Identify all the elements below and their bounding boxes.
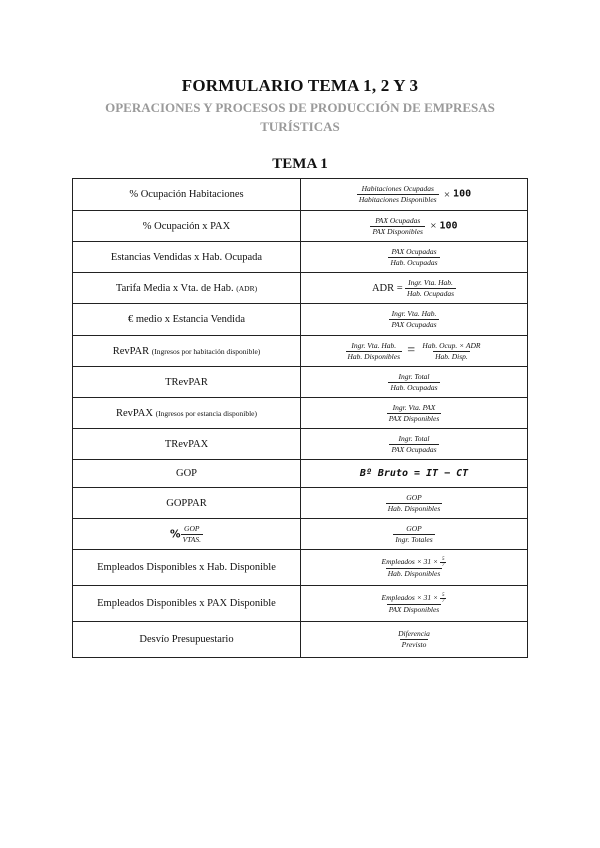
- table-row: [73, 550, 528, 586]
- fraction: $\frac{\text{Ingr. Vta. Hab.}}{\text{PAX Ocupadas}}$: [391, 309, 437, 329]
- fraction: $\frac{\text{Hab. Ocup. × ADR}}{\text{Hab. Disp.}}$: [422, 340, 481, 361]
- formula-cell: ADR = $\frac{\text{Ingr. Vta. Hab.}}{\text{Hab. Ocupadas}}$: [301, 273, 528, 304]
- fraction: Empleados × 31 × $\frac{5}{7}$ Hab. Disponibles: [381, 556, 445, 578]
- formula-cell: [301, 398, 528, 429]
- metric-label: % $\frac{\text{GOP}}{\text{VTAS.}}$: [73, 519, 301, 550]
- table-row: [73, 336, 528, 367]
- fraction: $\frac{\text{Ingr. Vta. Hab.}}{\text{Hab. Disponibles}}$: [347, 340, 401, 361]
- document-subtitle: OPERACIONES Y PROCESOS DE PRODUCCIÓN DE EMPRESAS TURÍSTICAS: [105, 100, 495, 134]
- fraction: $\frac{\text{Diferencia}}{\text{Previsto}}$: [398, 629, 430, 649]
- fraction: $\frac{\text{Habitaciones Ocupadas}}{\text{Habitaciones Disponibles}}$: [358, 184, 437, 204]
- formula-cell: [301, 242, 528, 273]
- metric-label: RevPAX (Ingresos por estancia disponible): [73, 398, 301, 429]
- metric-label: TRevPAX: [73, 429, 301, 460]
- formula-table: [72, 178, 528, 658]
- formula-cell: $\frac{\text{PAX Ocupadas}}{\text{PAX Disponibles}}$ × 100: [301, 211, 528, 242]
- fraction: $\frac{\text{Ingr. Vta. Hab.}}{\text{Hab. Ocupadas}}$: [406, 277, 455, 298]
- metric-label: Desvío Presupuestario: [73, 622, 301, 658]
- table-row: [73, 519, 528, 550]
- table-row: [73, 304, 528, 336]
- fraction: $\frac{\text{PAX Ocupadas}}{\text{PAX Disponibles}}$: [372, 215, 423, 236]
- section-heading: TEMA 1: [272, 156, 328, 172]
- formula-cell: [301, 367, 528, 398]
- metric-label: RevPAR (Ingresos por habitación disponible): [73, 336, 301, 367]
- formula-cell: [301, 550, 528, 586]
- formula-cell: [301, 429, 528, 460]
- document-title: FORMULARIO TEMA 1, 2 Y 3: [181, 76, 419, 95]
- metric-label: Empleados Disponibles x Hab. Disponible: [73, 550, 301, 586]
- fraction: Empleados × 31 × $\frac{5}{7}$ PAX Disponibles: [381, 592, 445, 614]
- table-row: [73, 429, 528, 460]
- formula-cell: [301, 519, 528, 550]
- formula-cell: [301, 586, 528, 622]
- metric-label: € medio x Estancia Vendida: [73, 304, 301, 336]
- formula-cell: [301, 488, 528, 519]
- formula-cell: $\frac{\text{Habitaciones Ocupadas}}{\text{Habitaciones Disponibles}}$ × 100: [301, 179, 528, 211]
- table-row: [73, 179, 528, 211]
- fraction: $\frac{\text{GOP}}{\text{VTAS.}}$: [182, 523, 201, 544]
- fraction: $\frac{\text{Ingr. Total}}{\text{Hab. Ocupadas}}$: [390, 371, 438, 392]
- table-row: [73, 398, 528, 429]
- formula-cell: Bº Bruto = IT − CT: [301, 460, 528, 488]
- metric-label: % Ocupación x PAX: [73, 211, 301, 242]
- formula-cell: [301, 304, 528, 336]
- metric-label: TRevPAR: [73, 367, 301, 398]
- table-row: [73, 488, 528, 519]
- metric-label: Empleados Disponibles x PAX Disponible: [73, 586, 301, 622]
- metric-label: GOP: [73, 460, 301, 488]
- formula-cell: $\frac{\text{Ingr. Vta. Hab.}}{\text{Hab. Disponibles}}$ = $\frac{\text{Hab. Ocup. × ADR}}{\text{Hab. Disp.}}$: [301, 336, 528, 367]
- table-row: [73, 460, 528, 488]
- metric-label: GOPPAR: [73, 488, 301, 519]
- table-row: [73, 622, 528, 658]
- fraction: $\frac{\text{GOP}}{\text{Hab. Disponibles}}$: [387, 492, 441, 513]
- table-row: [73, 242, 528, 273]
- metric-label: % Ocupación Habitaciones: [73, 179, 301, 211]
- table-row: [73, 367, 528, 398]
- table-row: [73, 211, 528, 242]
- metric-label: Tarifa Media x Vta. de Hab. (ADR): [73, 273, 301, 304]
- fraction: $\frac{\text{Ingr. Total}}{\text{PAX Ocupadas}}$: [391, 433, 437, 454]
- table-row: [73, 273, 528, 304]
- fraction: $\frac{\text{GOP}}{\text{Ingr. Totales}}$: [395, 523, 433, 544]
- table-row: [73, 586, 528, 622]
- fraction: $\frac{\text{PAX Ocupadas}}{\text{Hab. Ocupadas}}$: [390, 246, 438, 267]
- metric-label: Estancias Vendidas x Hab. Ocupada: [73, 242, 301, 273]
- formula-cell: [301, 622, 528, 658]
- fraction: $\frac{\text{Ingr. Vta. PAX}}{\text{PAX Disponibles}}$: [388, 402, 440, 423]
